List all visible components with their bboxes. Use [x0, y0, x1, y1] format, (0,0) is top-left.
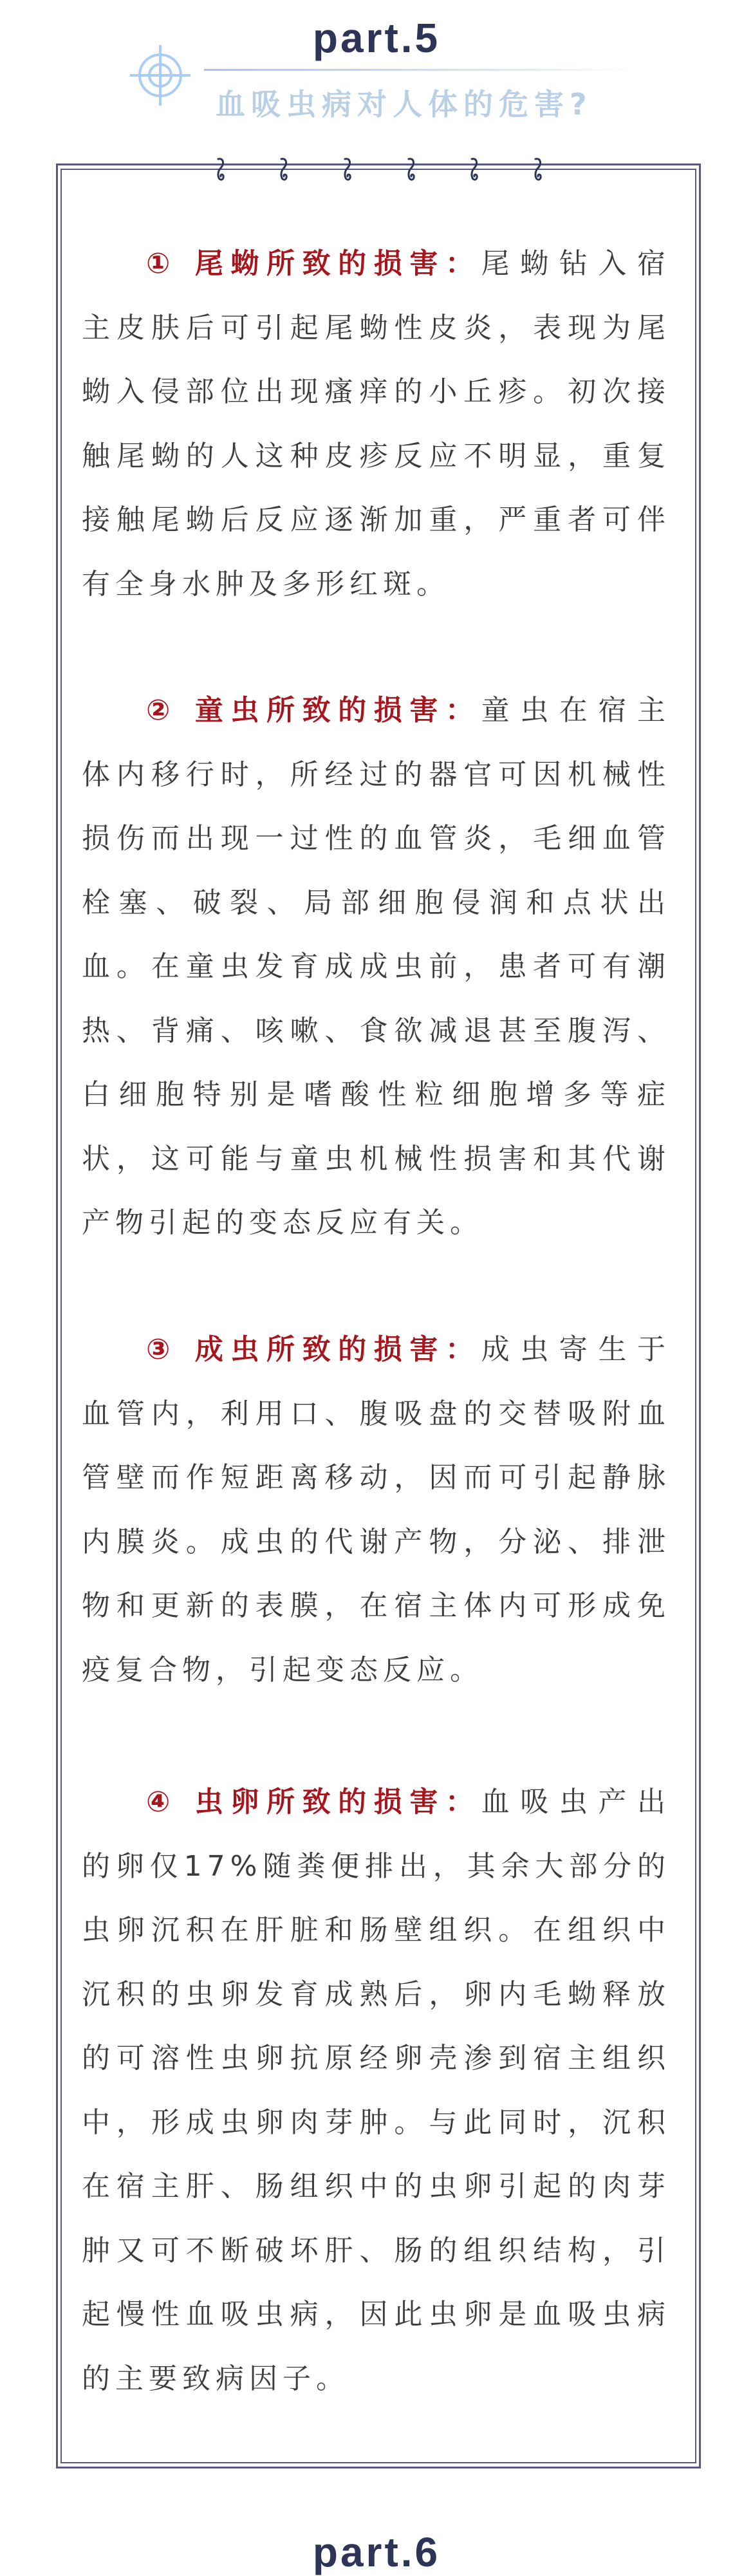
paragraph-text: 产物引起的变态反应有关。 — [82, 1206, 483, 1239]
paragraph-line — [82, 807, 671, 871]
paragraph-line — [82, 2154, 671, 2219]
paragraph-line — [82, 1638, 671, 1703]
paragraph-text: 童虫在宿主 — [481, 694, 671, 727]
paragraph-text: 的可溶性虫卵抗原经卵壳渗到宿主组织 — [82, 2042, 671, 2075]
paragraph-line — [82, 743, 671, 807]
paragraph-text: 触尾蚴的人这种皮疹反应不明显，重复 — [82, 439, 671, 472]
paragraph-text: 血管内，利用口、腹吸盘的交替吸附血 — [82, 1397, 671, 1430]
hazard-heading: ③ 成虫所致的损害： — [146, 1333, 481, 1366]
paragraph-text: 有全身水肿及多形红斑。 — [82, 567, 450, 601]
paragraph-text: 肿又可不断破坏肝、肠的组织结构，引 — [82, 2234, 671, 2267]
hazard-paragraph — [82, 1770, 671, 2411]
part-title: part.5 — [312, 15, 441, 61]
paragraph-text: 的主要致病因子。 — [82, 2362, 349, 2395]
spiral-ring-icon — [279, 157, 289, 182]
paragraph-line — [82, 999, 671, 1063]
paragraph-text: 白细胞特别是嗜酸性粒细胞增多等症 — [82, 1078, 671, 1111]
paragraph-text: 的卵仅17%随粪便排出，其余大部分的 — [82, 1849, 671, 1883]
spiral-ring-icon — [342, 157, 353, 182]
hazard-heading: ② 童虫所致的损害： — [146, 694, 481, 727]
paragraph-line — [82, 871, 671, 935]
paragraph-line — [82, 296, 671, 360]
paragraph-text: 栓塞、破裂、局部细胞侵润和点状出 — [82, 886, 671, 919]
paragraph-line — [82, 2282, 671, 2347]
paragraph-line — [82, 2347, 671, 2411]
paragraph-text: 中，形成虫卵肉芽肿。与此同时，沉积 — [82, 2105, 671, 2139]
paragraph-line — [82, 1382, 671, 1446]
hazard-paragraph — [82, 232, 671, 616]
paragraph-text: 状，这可能与童虫机械性损害和其代谢 — [82, 1142, 671, 1175]
paragraph-line — [82, 1446, 671, 1510]
paragraph-line — [82, 1318, 671, 1382]
paragraph-text: 主皮肤后可引起尾蚴性皮炎，表现为尾 — [82, 311, 671, 344]
paragraph-text: 体内移行时，所经过的器官可因机械性 — [82, 758, 671, 791]
paragraph-line — [82, 1510, 671, 1574]
paragraph-line — [82, 2091, 671, 2155]
paragraph-text: 接触尾蚴后反应逐渐加重，严重者可伴 — [82, 503, 671, 536]
paragraph-line — [82, 1834, 671, 1899]
paragraph-line — [82, 1898, 671, 1963]
spiral-ring-icon — [216, 157, 226, 182]
paragraph-line — [82, 1191, 671, 1255]
paragraph-line — [82, 2219, 671, 2283]
paragraph-line — [82, 1063, 671, 1127]
paragraph-text: 起慢性血吸虫病，因此虫卵是血吸虫病 — [82, 2298, 671, 2331]
paragraph-line — [82, 678, 671, 743]
paragraph-line — [82, 424, 671, 489]
paragraph-line — [82, 2026, 671, 2091]
paragraph-line — [82, 1127, 671, 1191]
hazard-paragraph — [82, 1318, 671, 1702]
paragraph-line — [82, 360, 671, 424]
spiral-ring-icon — [469, 157, 479, 182]
paragraph-text: 血吸虫产出 — [481, 1786, 671, 1818]
target-crosshair-icon — [130, 45, 191, 106]
paragraph-text: 虫卵沉积在肝脏和肠壁组织。在组织中 — [82, 1914, 671, 1946]
paragraph-text: 内膜炎。成虫的代谢产物，分泌、排泄 — [82, 1525, 671, 1558]
paragraph-line — [82, 552, 671, 617]
paragraph-line — [82, 1963, 671, 2027]
paragraph-text: 疫复合物，引起变态反应。 — [82, 1653, 483, 1686]
paragraph-line — [82, 1574, 671, 1638]
paragraph-text: 成虫寄生于 — [481, 1333, 671, 1366]
spiral-ring-icon — [406, 157, 416, 182]
paragraph-text: 尾蚴钻入宿 — [481, 247, 671, 280]
next-part-title: part.6 — [312, 2529, 441, 2575]
paragraph-text: 热、背痛、咳嗽、食欲减退甚至腹泻、 — [82, 1014, 671, 1047]
title-divider — [204, 69, 635, 71]
spiral-ring-icon — [533, 157, 543, 182]
paragraph-text: 沉积的虫卵发育成熟后，卵内毛蚴释放 — [82, 1977, 671, 2011]
paragraph-text: 物和更新的表膜，在宿主体内可形成免 — [82, 1589, 671, 1622]
section-subtitle: 血吸虫病对人体的危害? — [216, 87, 593, 122]
paragraph-text: 蚴入侵部位出现瘙痒的小丘疹。初次接 — [82, 375, 671, 408]
paragraph-text: 血。在童虫发育成成虫前，患者可有潮 — [82, 950, 671, 983]
hazard-heading: ④ 虫卵所致的损害： — [146, 1786, 481, 1818]
paragraph-line — [82, 935, 671, 999]
paragraph-line — [82, 232, 671, 296]
paragraph-line — [82, 488, 671, 552]
hazard-heading: ① 尾蚴所致的损害： — [146, 247, 481, 280]
paragraph-text: 损伤而出现一过性的血管炎，毛细血管 — [82, 822, 671, 855]
hazard-paragraph — [82, 678, 671, 1255]
paragraph-text: 管壁而作短距离移动，因而可引起静脉 — [82, 1461, 671, 1494]
paragraph-text: 在宿主肝、肠组织中的虫卵引起的肉芽 — [82, 2170, 671, 2203]
paragraph-line — [82, 1770, 671, 1834]
